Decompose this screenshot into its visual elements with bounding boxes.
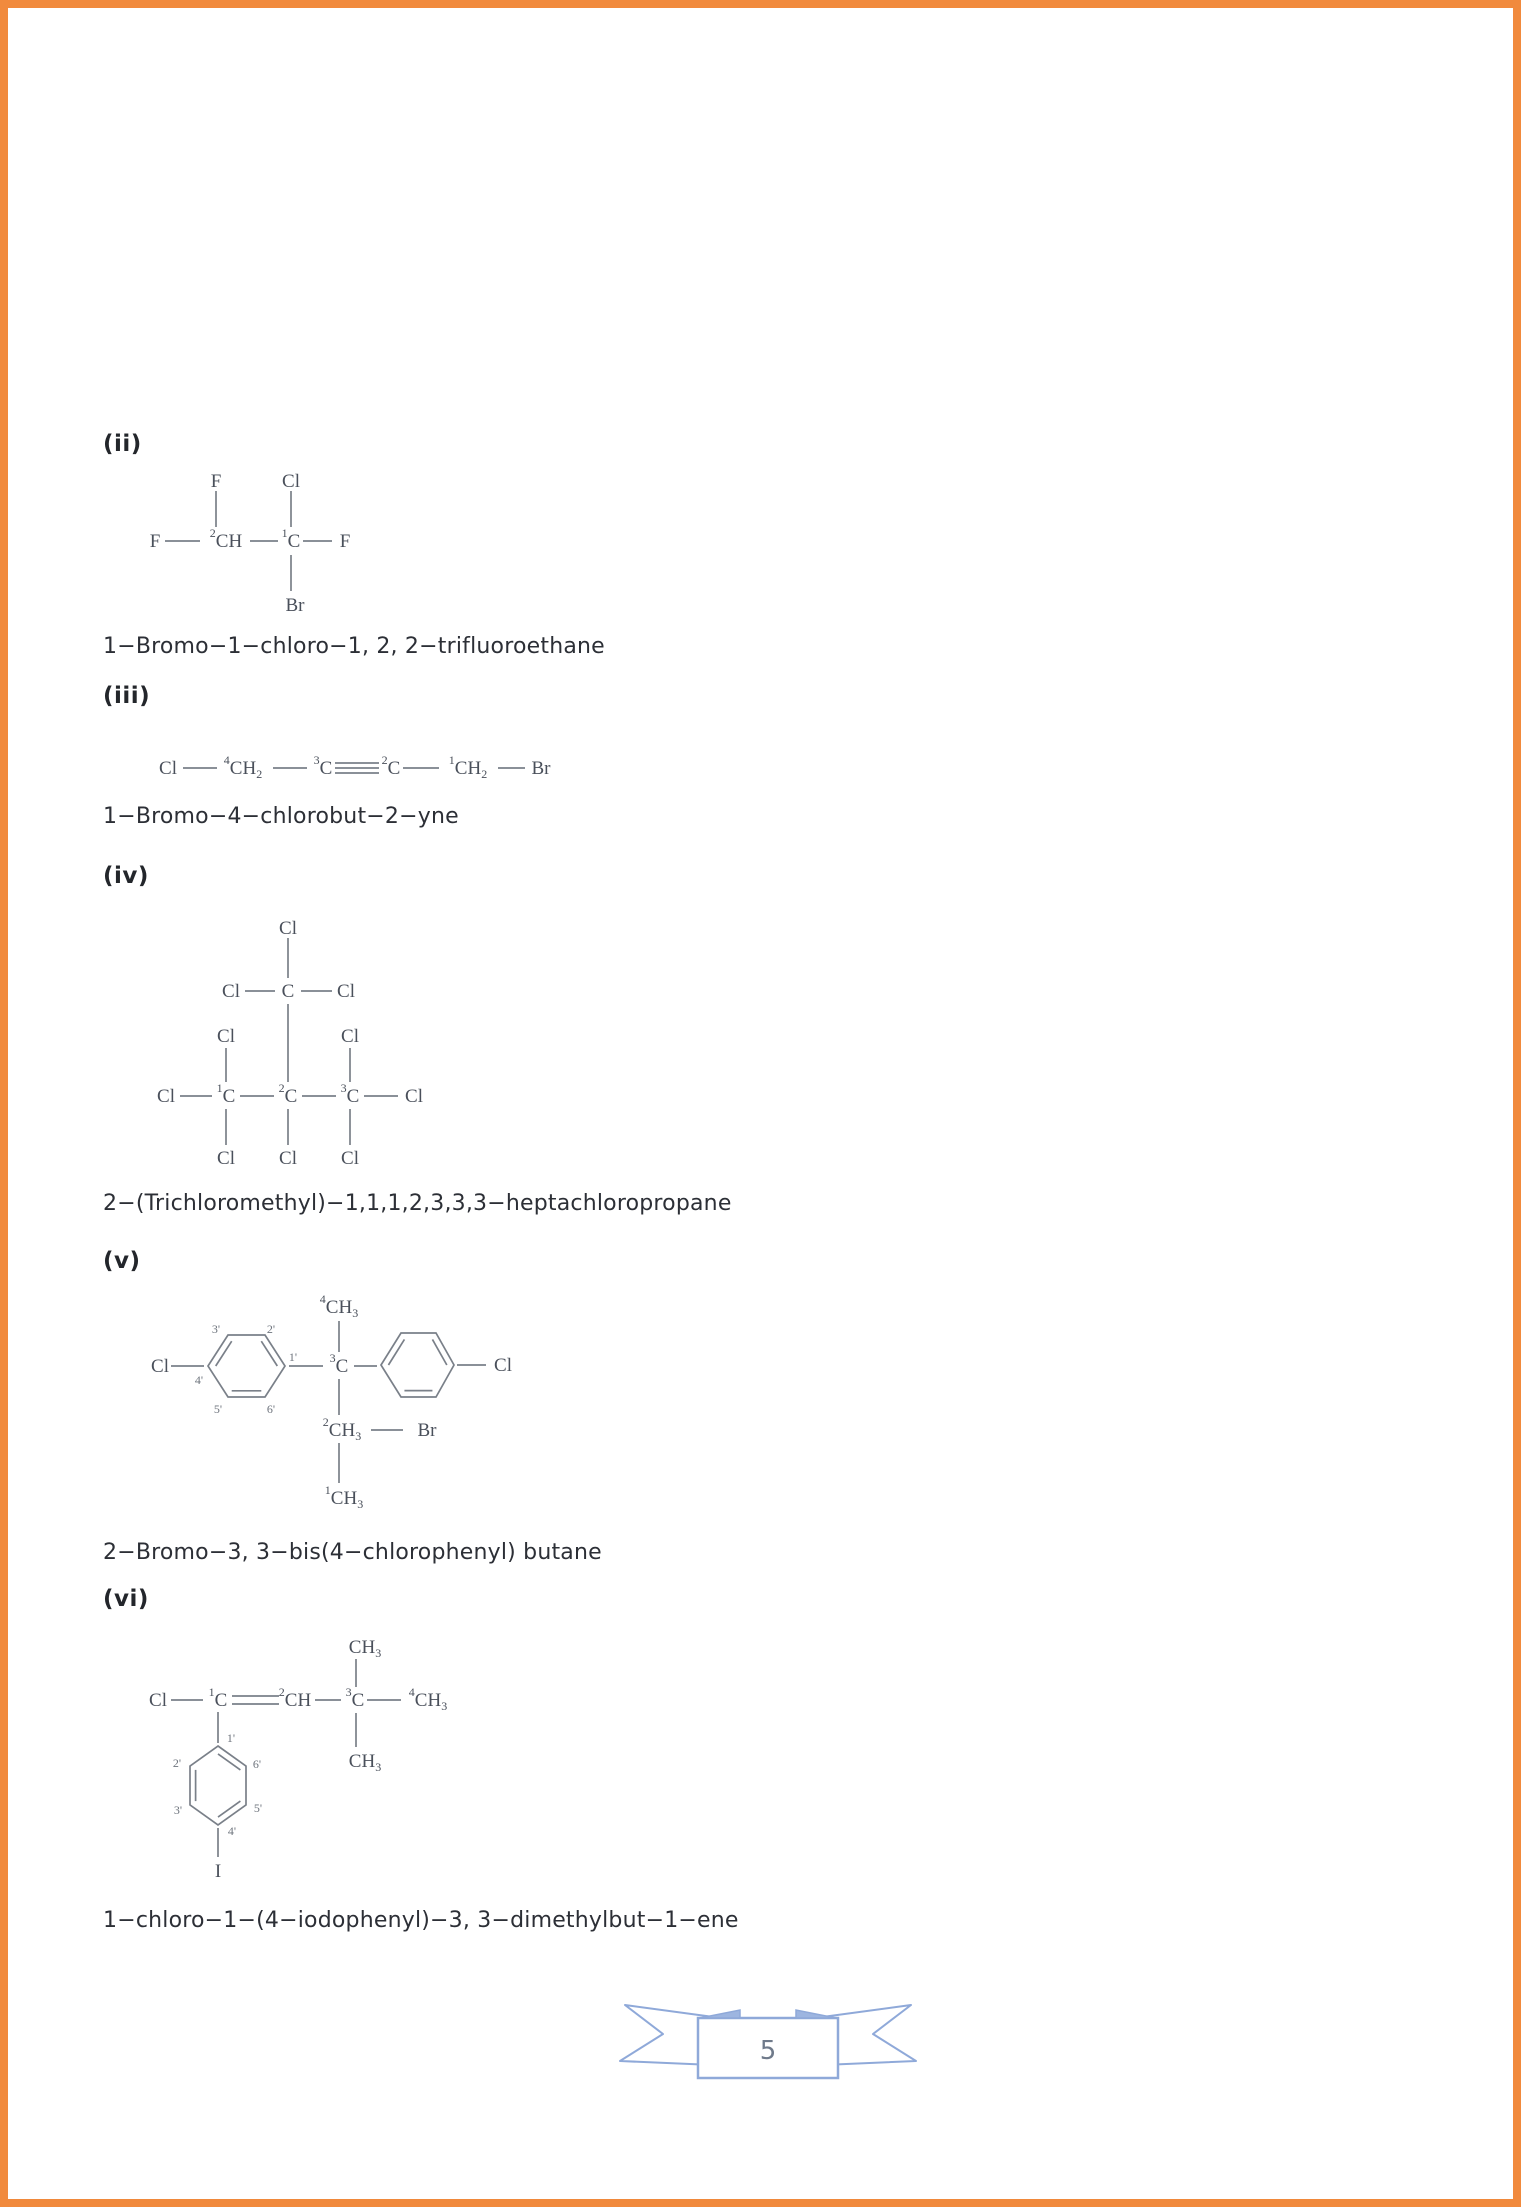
ring-position-label: 3' <box>173 1803 183 1817</box>
atom-label: Cl <box>282 470 300 492</box>
section-label: (iv) <box>103 863 149 889</box>
atom-label: Br <box>417 1419 437 1441</box>
ring-position-label: 6' <box>266 1402 276 1416</box>
page-number: 5 <box>759 2036 777 2066</box>
atom-label: $^4CH_3$ <box>408 1685 448 1713</box>
chemical-structure <box>143 1291 533 1531</box>
atom-label: Cl <box>217 1025 235 1047</box>
atom-label: Cl <box>341 1025 359 1047</box>
ring-double-bond <box>218 1801 240 1817</box>
ring-position-label: 1' <box>288 1350 298 1364</box>
atom-label: Cl <box>222 980 240 1002</box>
benzene-ring <box>190 1746 246 1825</box>
atom-label: $^2$CH <box>278 1685 312 1711</box>
atom-label: Cl <box>494 1354 512 1376</box>
atom-label: $^4CH_2$ <box>223 753 263 781</box>
ribbon-fold-right <box>796 2010 836 2018</box>
ring-double-bond <box>216 1341 232 1366</box>
atom-label: Cl <box>157 1085 175 1107</box>
ring-position-label: 6' <box>252 1757 262 1771</box>
section-label: (ii) <box>103 431 142 457</box>
ring-position-label: 4' <box>194 1373 204 1387</box>
atom-label: $^4CH_3$ <box>319 1292 359 1320</box>
atom-label: Cl <box>159 757 177 779</box>
ring-position-label: 4' <box>227 1824 237 1838</box>
atom-label: $^3$C <box>329 1351 349 1377</box>
atom-label: Cl <box>151 1355 169 1377</box>
page-number-ribbon <box>608 1993 928 2093</box>
ribbon-fold-left <box>700 2010 740 2018</box>
atom-label: Cl <box>341 1147 359 1169</box>
ring-double-bond <box>261 1341 277 1366</box>
benzene-ring <box>208 1335 285 1397</box>
chemical-structure <box>138 463 368 628</box>
section-label: (vi) <box>103 1586 149 1612</box>
atom-label: $^1CH_3$ <box>324 1483 364 1511</box>
atom-label: Br <box>531 757 551 779</box>
atom-label: $^1$C <box>216 1081 236 1107</box>
ring-position-label: 5' <box>253 1801 263 1815</box>
atom-label: F <box>210 470 222 492</box>
section-label: (iii) <box>103 683 151 709</box>
compound-name: 2−(Trichloromethyl)−1,1,1,2,3,3,3−heptachloropropane <box>103 1191 732 1216</box>
atom-label: $^2$C <box>381 753 401 779</box>
atom-label: F <box>149 530 161 552</box>
atom-label: $^3$C <box>313 753 333 779</box>
atom-label: Cl <box>337 980 355 1002</box>
ring-position-label: 1' <box>226 1731 236 1745</box>
atom-label: $^3$C <box>345 1685 365 1711</box>
chemical-structure <box>143 736 563 800</box>
atom-label: $^2CH_3$ <box>322 1415 362 1443</box>
atom-label: $^1CH_2$ <box>448 753 488 781</box>
benzene-ring <box>381 1333 454 1397</box>
compound-name: 1−Bromo−4−chlorobut−2−yne <box>103 804 459 829</box>
ring-double-bond <box>218 1754 240 1770</box>
ring-position-label: 3' <box>211 1322 221 1336</box>
ring-position-label: 2' <box>172 1756 182 1770</box>
atom-label: $CH_3$ <box>348 1636 382 1660</box>
ring-double-bond <box>432 1339 446 1365</box>
section-label: (v) <box>103 1248 141 1274</box>
atom-label: Cl <box>149 1689 167 1711</box>
ring-double-bond <box>388 1339 404 1365</box>
ring-position-label: 5' <box>213 1402 223 1416</box>
atom-label: $^1$C <box>281 526 301 552</box>
compound-name: 1−Bromo−1−chloro−1, 2, 2−trifluoroethane <box>103 634 605 659</box>
atom-label: C <box>281 980 295 1002</box>
atom-label: $CH_3$ <box>348 1750 382 1774</box>
ring-position-label: 2' <box>266 1322 276 1336</box>
atom-label: $^1$C <box>208 1685 228 1711</box>
atom-label: $^2$CH <box>209 526 243 552</box>
atom-label: I <box>214 1860 222 1882</box>
atom-label: Cl <box>217 1147 235 1169</box>
atom-label: Cl <box>279 1147 297 1169</box>
chemical-structure <box>143 1633 513 1898</box>
atom-label: $^2$C <box>278 1081 298 1107</box>
compound-name: 2−Bromo−3, 3−bis(4−chlorophenyl) butane <box>103 1540 602 1565</box>
atom-label: Br <box>285 594 305 616</box>
atom-label: Cl <box>279 917 297 939</box>
atom-label: F <box>339 530 351 552</box>
chemical-structure <box>148 908 438 1183</box>
atom-label: Cl <box>405 1085 423 1107</box>
atom-label: $^3$C <box>340 1081 360 1107</box>
compound-name: 1−chloro−1−(4−iodophenyl)−3, 3−dimethylbut−1−ene <box>103 1908 739 1933</box>
